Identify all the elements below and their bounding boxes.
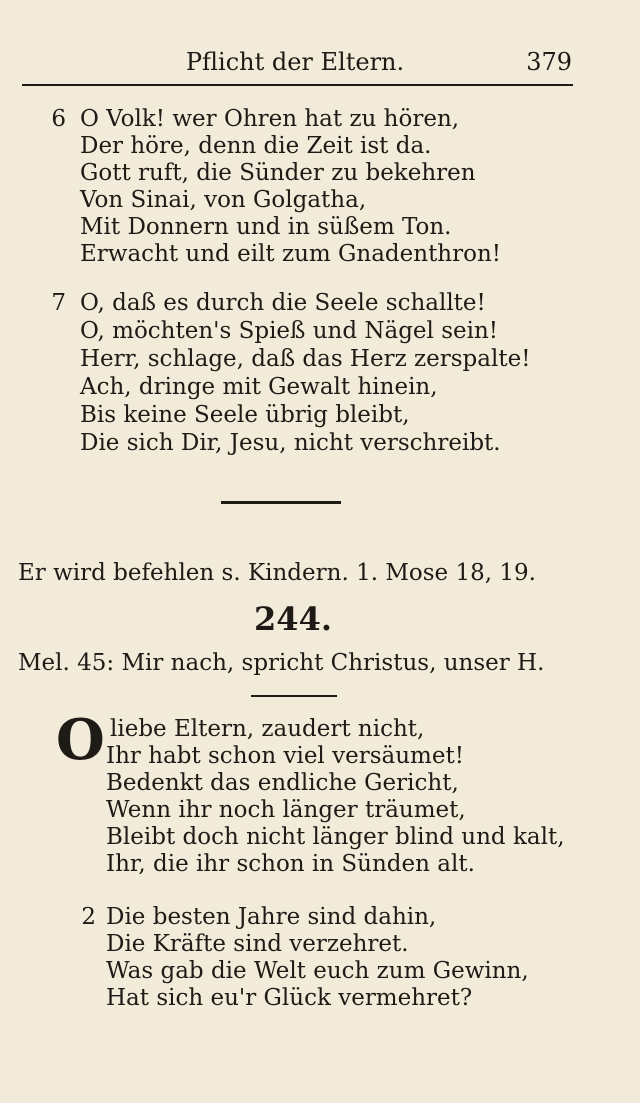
verse-line: Ihr, die ihr schon in Sünden alt. <box>106 851 475 877</box>
verse-line: Wenn ihr noch länger träumet, <box>106 797 466 823</box>
melody-rule <box>251 695 337 697</box>
hymn-number: 244. <box>254 600 332 638</box>
running-title: Pflicht der Eltern. <box>185 48 405 76</box>
verse-line: liebe Eltern, zaudert nicht, <box>110 716 425 742</box>
stanza-number: 2 <box>81 904 96 930</box>
running-head <box>0 46 640 80</box>
stanza-number: 7 <box>51 290 66 316</box>
section-divider <box>221 501 341 504</box>
verse-line: Bleibt doch nicht länger blind und kalt, <box>106 824 565 850</box>
stanza-number: 6 <box>51 106 66 132</box>
verse-line: Erwacht und eilt zum Gnadenthron! <box>80 241 502 267</box>
verse-line: Ihr habt schon viel versäumet! <box>106 743 464 769</box>
verse-line: Gott ruft, die Sünder zu bekehren <box>80 160 476 186</box>
verse-line: Der höre, denn die Zeit ist da. <box>80 133 432 159</box>
verse-line: Was gab die Welt euch zum Gewinn, <box>106 958 529 984</box>
page-number: 379 <box>526 48 572 76</box>
dropcap-letter: O <box>56 707 105 773</box>
verse-line: Die Kräfte sind verzehret. <box>106 931 409 957</box>
verse-line: O Volk! wer Ohren hat zu hören, <box>80 106 460 132</box>
verse-line: O, möchten's Spieß und Nägel sein! <box>80 318 499 344</box>
hymn-melody: Mel. 45: Mir nach, spricht Christus, unser H. <box>18 650 545 676</box>
verse-line: Von Sinai, von Golgatha, <box>80 187 367 213</box>
verse-line: Die besten Jahre sind dahin, <box>106 904 437 930</box>
verse-line: Hat sich eu'r Glück vermehret? <box>106 985 473 1011</box>
verse-line: Die sich Dir, Jesu, nicht verschreibt. <box>80 430 501 456</box>
verse-line: Bedenkt das endliche Gericht, <box>106 770 459 796</box>
verse-line: Ach, dringe mit Gewalt hinein, <box>80 374 438 400</box>
verse-line: Bis keine Seele übrig bleibt, <box>80 402 410 428</box>
verse-line: O, daß es durch die Seele schallte! <box>80 290 486 316</box>
verse-line: Mit Donnern und in süßem Ton. <box>80 214 452 240</box>
header-rule <box>22 84 573 86</box>
verse-line: Herr, schlage, daß das Herz zerspalte! <box>80 346 531 372</box>
hymn-motto: Er wird befehlen s. Kindern. 1. Mose 18, 19. <box>18 560 536 586</box>
